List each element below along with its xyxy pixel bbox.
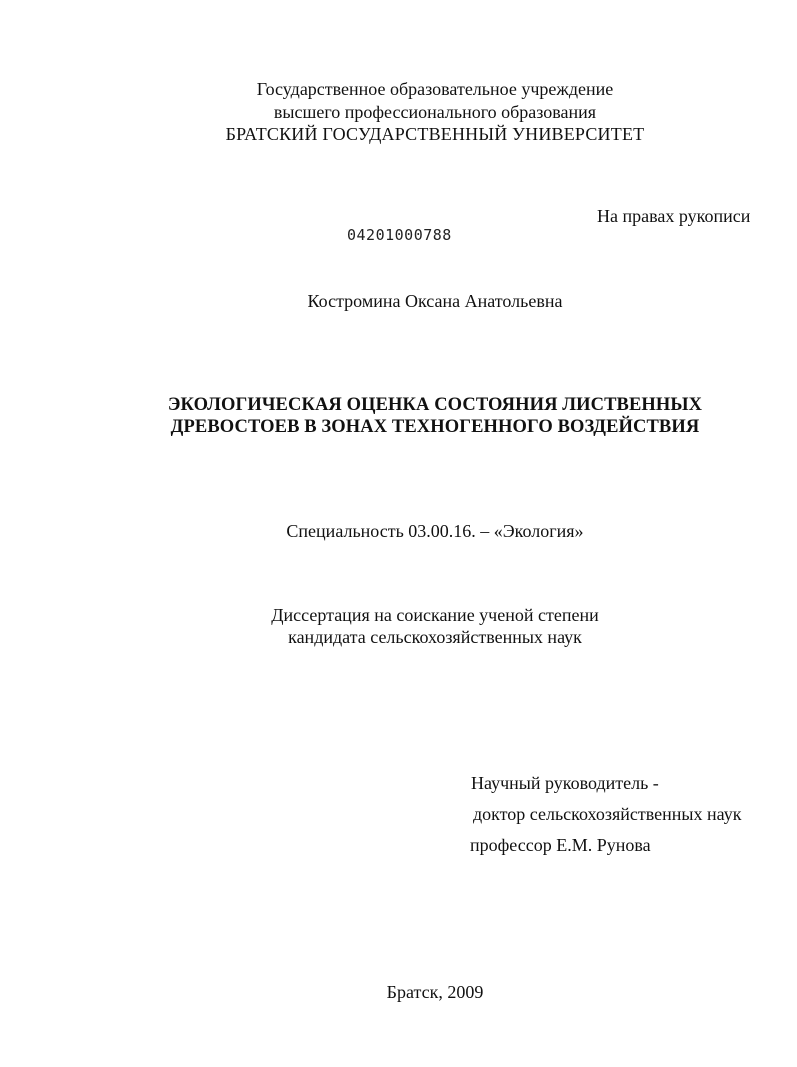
institution-name: БРАТСКИЙ ГОСУДАРСТВЕННЫЙ УНИВЕРСИТЕТ [225,124,645,144]
specialty: Специальность 03.00.16. – «Экология» [286,521,584,541]
supervisor-degree: доктор сельскохозяйственных наук [473,804,742,824]
institution-line-1: Государственное образовательное учреждение [256,79,614,99]
degree-line-2: кандидата сельскохозяйственных наук [288,627,582,647]
supervisor-name: профессор Е.М. Рунова [470,835,651,855]
registration-code: 04201000788 [347,226,452,244]
supervisor-label: Научный руководитель - [471,773,659,793]
manuscript-note: На правах рукописи [597,206,751,226]
dissertation-title-line-1: ЭКОЛОГИЧЕСКАЯ ОЦЕНКА СОСТОЯНИЯ ЛИСТВЕННЫХ [167,395,703,415]
degree-line-1: Диссертация на соискание ученой степени [271,605,599,625]
dissertation-title-line-2: ДРЕВОСТОЕВ В ЗОНАХ ТЕХНОГЕННОГО ВОЗДЕЙСТВИЯ [170,417,700,437]
author-name: Костромина Оксана Анатольевна [307,291,563,311]
place-and-year: Братск, 2009 [386,982,484,1002]
institution-line-2: высшего профессионального образования [273,102,597,122]
